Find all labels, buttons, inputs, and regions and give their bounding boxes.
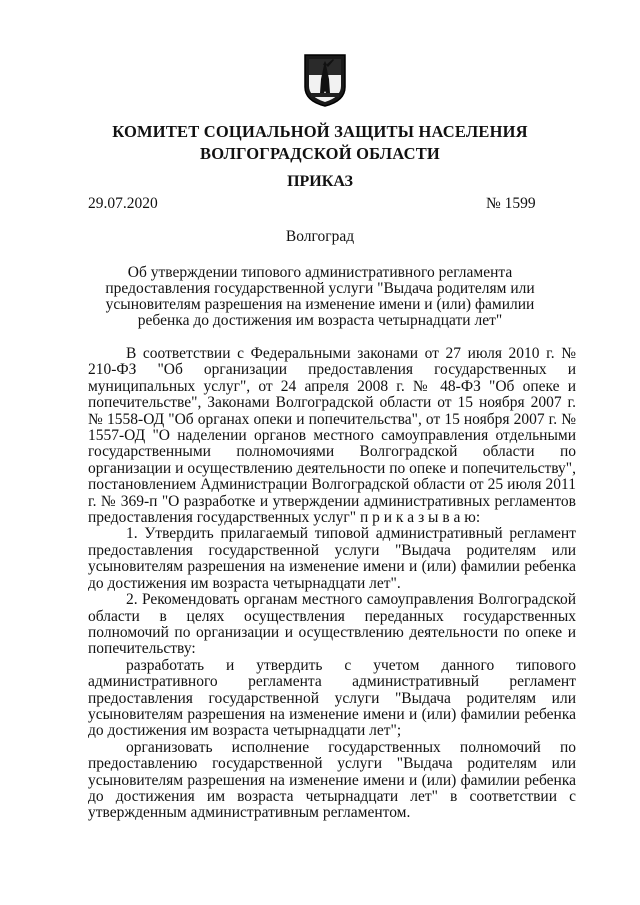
order-word: п р и к а з ы в а ю:	[359, 509, 481, 527]
item-2b: организовать исполнение государственных полномочий по предоставлению государственной услуги "Выдача родителям или усыновителям разрешения на изменение имени и (или) фамилии ребенка до достижения им возраста четырнадцати лет" в соответствии с утвержденным административным регламентом.	[88, 738, 576, 822]
item-2a: разработать и утвердить с учетом данного типового административного регламента административный регламент предоставления государственной услуги "Выдача родителям или усыновителям разрешения на изменение имени и (или) фамилии ребенка до достижения им возраста четырнадцати лет";	[88, 656, 576, 740]
preamble-text: В соответствии с Федеральными законами от 27 июля 2010 г. № 210-ФЗ "Об организации предоставления государственных и муниципальных услуг", от 24 апреля 2008 г. № 48-ФЗ "Об опеке и попечительстве", Законами Волгоградской области от 15 ноября 2007 г. № 1558-ОД "Об органах опеки и попечительства", от 15 ноября 2007 г. № 1557-ОД "О наделении органов местного самоуправления отдельными государственными полномочиями Волгоградской области по организации и осуществлению деятельности по опеке и попечительству", постановлением Администрации Волгоградской области от 25 июля 2011 г. № 369-п "О разработке и утверждении административных регламентов предоставления государственных услуг"	[88, 345, 576, 527]
document-date: 29.07.2020	[88, 195, 158, 212]
document-type: ПРИКАЗ	[287, 173, 353, 190]
document-number: № 1599	[486, 195, 536, 212]
preamble-paragraph	[88, 346, 576, 526]
org-line-1: КОМИТЕТ СОЦИАЛЬНОЙ ЗАЩИТЫ НАСЕЛЕНИЯ	[112, 122, 528, 141]
item-1: 1. Утвердить прилагаемый типовой административный регламент предоставления государственной услуги "Выдача родителям или усыновителям разрешения на изменение имени и (или) фамилии ребенка до достижения им возраста четырнадцати лет".	[88, 525, 576, 592]
coat-of-arms-icon	[303, 53, 347, 107]
org-line-2: ВОЛГОГРАДСКОЙ ОБЛАСТИ	[200, 144, 440, 163]
document-body	[88, 346, 576, 822]
document-city: Волгоград	[285, 228, 355, 245]
organization-name	[0, 121, 640, 165]
document-subject: Об утверждении типового административного регламента предоставления государственной услуги "Выдача родителям или усыновителям разрешения на изменение имени и (или) фамилии ребенка до достижения им возраста четырнадцати лет"	[105, 264, 535, 329]
item-2: 2. Рекомендовать органам местного самоуправления Волгоградской области в целях осуществления переданных государственных полномочий по организации и осуществлению деятельности по опеке и попечительству:	[88, 591, 576, 658]
